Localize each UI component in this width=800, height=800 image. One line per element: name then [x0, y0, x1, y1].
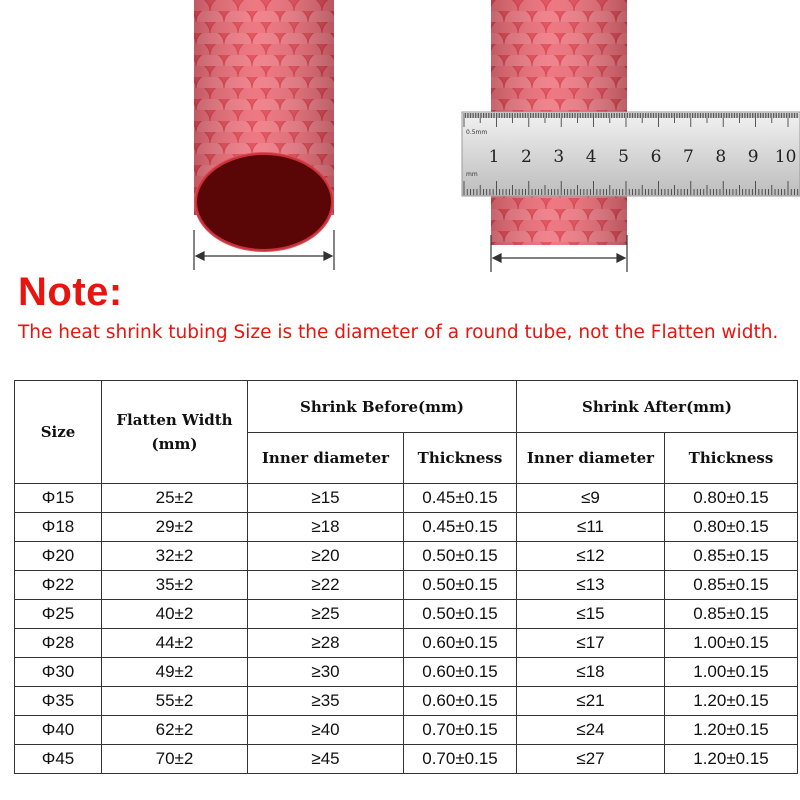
- note-title: Note:: [18, 270, 123, 314]
- cell-flatten-width: 55±2: [102, 687, 248, 716]
- cell-after-inner-diameter: ≤11: [517, 513, 665, 542]
- cell-flatten-width: 49±2: [102, 658, 248, 687]
- table-row: [15, 484, 798, 513]
- note-text: The heat shrink tubing Size is the diameter of a round tube, not the Flatten width.: [18, 322, 779, 343]
- cell-after-thickness: 0.85±0.15: [665, 542, 798, 571]
- ruler-unit-bottom: mm: [466, 171, 478, 178]
- cell-size: Φ22: [15, 571, 102, 600]
- cell-flatten-width: 25±2: [102, 484, 248, 513]
- cell-before-inner-diameter: ≥35: [248, 687, 404, 716]
- cell-before-inner-diameter: ≥18: [248, 513, 404, 542]
- cell-before-thickness: 0.50±0.15: [404, 542, 517, 571]
- cell-before-inner-diameter: ≥45: [248, 745, 404, 774]
- header-size: Size: [15, 381, 102, 484]
- table-row: [15, 745, 798, 774]
- ruler-unit-top: 0.5mm: [466, 129, 488, 136]
- cell-before-inner-diameter: ≥30: [248, 658, 404, 687]
- header-after-thickness: Thickness: [665, 433, 798, 484]
- header-before-thickness: Thickness: [404, 433, 517, 484]
- ruler-number: 3: [553, 147, 565, 167]
- cell-flatten-width: 29±2: [102, 513, 248, 542]
- table-row: [15, 629, 798, 658]
- cell-after-thickness: 1.20±0.15: [665, 745, 798, 774]
- cell-after-inner-diameter: ≤27: [517, 745, 665, 774]
- cell-after-thickness: 1.20±0.15: [665, 687, 798, 716]
- cell-before-inner-diameter: ≥15: [248, 484, 404, 513]
- cell-size: Φ40: [15, 716, 102, 745]
- cell-before-thickness: 0.50±0.15: [404, 600, 517, 629]
- cell-flatten-width: 62±2: [102, 716, 248, 745]
- cell-after-thickness: 0.85±0.15: [665, 600, 798, 629]
- cell-after-inner-diameter: ≤13: [517, 571, 665, 600]
- round-tube: [194, 0, 334, 252]
- cell-before-thickness: 0.45±0.15: [404, 484, 517, 513]
- ruler: [462, 112, 800, 196]
- table-row: [15, 542, 798, 571]
- table-row: [15, 687, 798, 716]
- cell-flatten-width: 40±2: [102, 600, 248, 629]
- cell-size: Φ35: [15, 687, 102, 716]
- cell-size: Φ28: [15, 629, 102, 658]
- table-row: [15, 716, 798, 745]
- cell-size: Φ45: [15, 745, 102, 774]
- cell-before-thickness: 0.50±0.15: [404, 571, 517, 600]
- cell-after-inner-diameter: ≤9: [517, 484, 665, 513]
- cell-before-inner-diameter: ≥40: [248, 716, 404, 745]
- ruler-number: 7: [682, 147, 694, 167]
- ruler-number: 9: [747, 147, 759, 167]
- cell-size: Φ20: [15, 542, 102, 571]
- cell-size: Φ30: [15, 658, 102, 687]
- cell-size: Φ18: [15, 513, 102, 542]
- cell-size: Φ25: [15, 600, 102, 629]
- cell-flatten-width: 35±2: [102, 571, 248, 600]
- cell-before-inner-diameter: ≥22: [248, 571, 404, 600]
- header-before-inner-diameter: Inner diameter: [248, 433, 404, 484]
- table-row: [15, 658, 798, 687]
- cell-after-thickness: 0.80±0.15: [665, 484, 798, 513]
- ruler-number: 1: [488, 147, 500, 167]
- cell-before-thickness: 0.60±0.15: [404, 687, 517, 716]
- cell-after-inner-diameter: ≤18: [517, 658, 665, 687]
- cell-before-thickness: 0.45±0.15: [404, 513, 517, 542]
- cell-after-inner-diameter: ≤24: [517, 716, 665, 745]
- cell-flatten-width: 44±2: [102, 629, 248, 658]
- cell-after-thickness: 0.85±0.15: [665, 571, 798, 600]
- product-photo: [0, 0, 800, 280]
- ruler-number: 6: [650, 147, 662, 167]
- cell-after-thickness: 0.80±0.15: [665, 513, 798, 542]
- cell-before-thickness: 0.70±0.15: [404, 716, 517, 745]
- cell-size: Φ15: [15, 484, 102, 513]
- cell-after-inner-diameter: ≤12: [517, 542, 665, 571]
- cell-after-inner-diameter: ≤21: [517, 687, 665, 716]
- table-row: [15, 513, 798, 542]
- ruler-number: 2: [520, 147, 532, 167]
- cell-before-inner-diameter: ≥25: [248, 600, 404, 629]
- cell-after-inner-diameter: ≤17: [517, 629, 665, 658]
- ruler-number: 8: [715, 147, 727, 167]
- cell-before-thickness: 0.60±0.15: [404, 629, 517, 658]
- ruler-number: 10: [774, 147, 797, 167]
- header-after-inner-diameter: Inner diameter: [517, 433, 665, 484]
- cell-before-thickness: 0.70±0.15: [404, 745, 517, 774]
- spec-table: [14, 380, 798, 774]
- cell-before-inner-diameter: ≥20: [248, 542, 404, 571]
- cell-flatten-width: 70±2: [102, 745, 248, 774]
- cell-after-thickness: 1.20±0.15: [665, 716, 798, 745]
- cell-after-thickness: 1.00±0.15: [665, 658, 798, 687]
- cell-before-inner-diameter: ≥28: [248, 629, 404, 658]
- cell-after-inner-diameter: ≤15: [517, 600, 665, 629]
- ruler-number: 5: [618, 147, 630, 167]
- table-row: [15, 600, 798, 629]
- cell-after-thickness: 1.00±0.15: [665, 629, 798, 658]
- header-shrink-before: Shrink Before(mm): [248, 381, 517, 433]
- header-shrink-after: Shrink After(mm): [517, 381, 798, 433]
- ruler-number: 4: [585, 147, 597, 167]
- table-row: [15, 571, 798, 600]
- cell-flatten-width: 32±2: [102, 542, 248, 571]
- cell-before-thickness: 0.60±0.15: [404, 658, 517, 687]
- header-flatten-width: Flatten Width (mm): [102, 381, 248, 484]
